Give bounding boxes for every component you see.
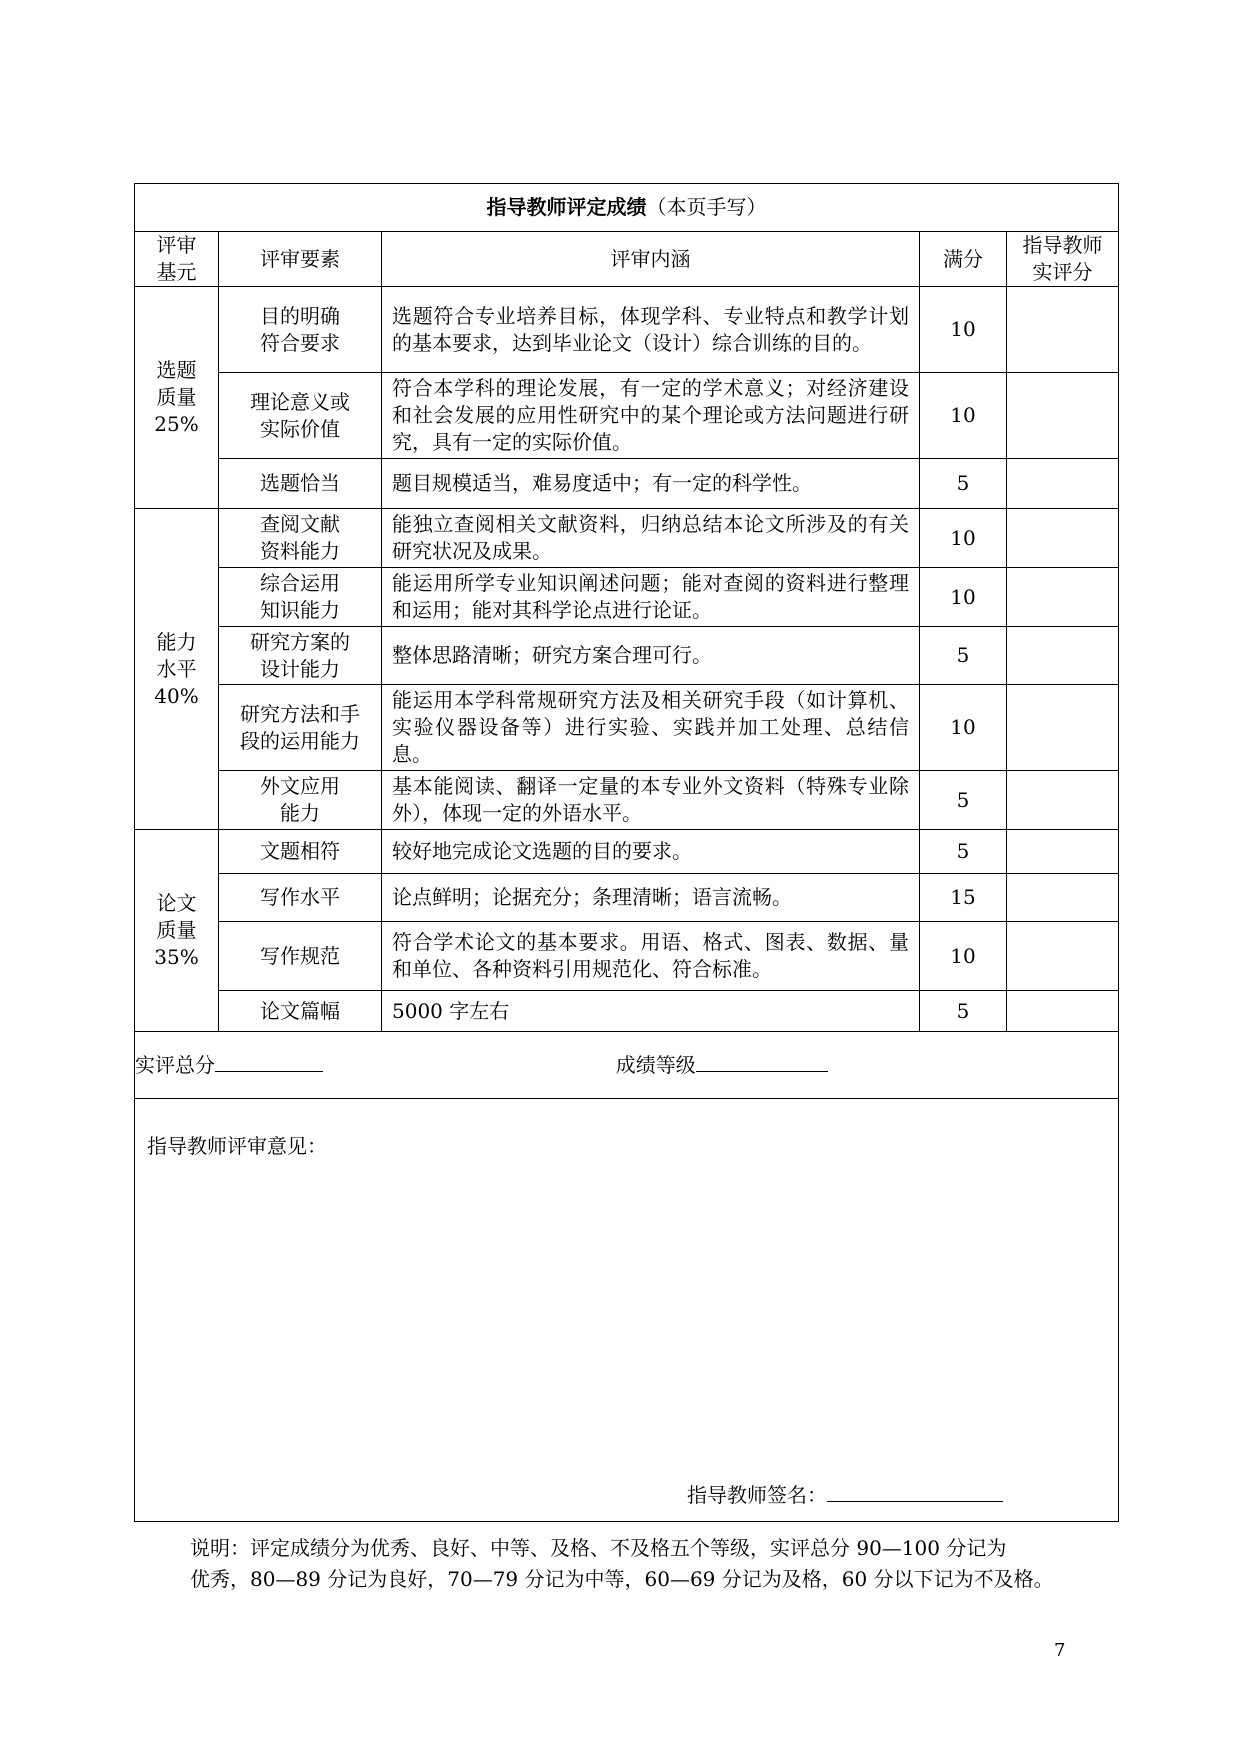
header-unit-text: 评审基元 bbox=[156, 233, 197, 284]
element-text: 目的明确符合要求 bbox=[260, 303, 340, 355]
table-row bbox=[135, 373, 1119, 459]
element-cell: 论文篇幅 bbox=[219, 991, 382, 1032]
score-input-cell[interactable] bbox=[1007, 627, 1119, 685]
grade-blank[interactable] bbox=[696, 1051, 828, 1072]
content-cell: 整体思路清晰；研究方案合理可行。 bbox=[382, 627, 920, 685]
signature-area bbox=[687, 1481, 1003, 1509]
header-full-score: 满分 bbox=[920, 232, 1007, 287]
score-input-cell[interactable] bbox=[1007, 830, 1119, 874]
element-cell: 选题恰当 bbox=[219, 459, 382, 509]
full-score-cell: 5 bbox=[920, 991, 1007, 1032]
element-text: 查阅文献资料能力 bbox=[260, 512, 340, 563]
opinion-cell[interactable] bbox=[135, 1099, 1119, 1522]
unit-name: 选题质量 bbox=[156, 358, 197, 409]
full-score-cell: 5 bbox=[920, 627, 1007, 685]
table-row bbox=[135, 459, 1119, 509]
signature-blank[interactable] bbox=[827, 1481, 1003, 1502]
header-unit bbox=[135, 232, 219, 287]
evaluation-form bbox=[134, 183, 1119, 1522]
score-input-cell[interactable] bbox=[1007, 685, 1119, 771]
header-actual-score-text: 指导教师实评分 bbox=[1022, 233, 1103, 284]
table-row bbox=[135, 287, 1119, 373]
element-cell bbox=[219, 627, 382, 685]
totals-row bbox=[135, 1032, 1119, 1099]
content-cell: 能独立查阅相关文献资料，归纳总结本论文所涉及的有关研究状况及成果。 bbox=[382, 509, 920, 568]
totals-cell bbox=[135, 1032, 1119, 1099]
element-cell bbox=[219, 568, 382, 627]
element-cell: 文题相符 bbox=[219, 830, 382, 874]
element-text: 研究方案的设计能力 bbox=[250, 629, 350, 681]
form-title-note: （本页手写） bbox=[646, 195, 767, 219]
full-score-cell: 15 bbox=[920, 874, 1007, 922]
element-text: 理论意义或实际价值 bbox=[250, 389, 350, 441]
full-score-cell: 5 bbox=[920, 459, 1007, 509]
note-line-1: 说明：评定成绩分为优秀、良好、中等、及格、不及格五个等级，实评总分 90—100 分记为 bbox=[190, 1536, 1007, 1560]
unit-cell bbox=[135, 509, 219, 830]
full-score-cell: 5 bbox=[920, 771, 1007, 830]
content-cell: 论点鲜明；论据充分；条理清晰；语言流畅。 bbox=[382, 874, 920, 922]
score-input-cell[interactable] bbox=[1007, 509, 1119, 568]
form-title bbox=[135, 184, 1119, 232]
content-cell: 符合本学科的理论发展，有一定的学术意义；对经济建设和社会发展的应用性研究中的某个理论或方法问题进行研究，具有一定的实际价值。 bbox=[382, 373, 920, 459]
table-row bbox=[135, 685, 1119, 771]
table-row bbox=[135, 627, 1119, 685]
full-score-cell: 10 bbox=[920, 373, 1007, 459]
element-cell: 写作水平 bbox=[219, 874, 382, 922]
element-text: 研究方法和手段的运用能力 bbox=[240, 701, 360, 753]
table-row bbox=[135, 922, 1119, 991]
table-row bbox=[135, 991, 1119, 1032]
element-cell: 写作规范 bbox=[219, 922, 382, 991]
content-cell: 5000 字左右 bbox=[382, 991, 920, 1032]
header-actual-score bbox=[1007, 232, 1119, 287]
table-row bbox=[135, 874, 1119, 922]
content-cell: 较好地完成论文选题的目的要求。 bbox=[382, 830, 920, 874]
table-row bbox=[135, 568, 1119, 627]
content-cell: 基本能阅读、翻译一定量的本专业外文资料（特殊专业除外），体现一定的外语水平。 bbox=[382, 771, 920, 830]
header-content: 评审内涵 bbox=[382, 232, 920, 287]
table-row bbox=[135, 509, 1119, 568]
grade-label: 成绩等级 bbox=[615, 1053, 696, 1077]
element-cell bbox=[219, 771, 382, 830]
full-score-cell: 10 bbox=[920, 509, 1007, 568]
full-score-cell: 10 bbox=[920, 568, 1007, 627]
unit-name: 论文质量 bbox=[156, 891, 197, 942]
unit-weight: 40% bbox=[154, 683, 199, 708]
score-input-cell[interactable] bbox=[1007, 874, 1119, 922]
score-input-cell[interactable] bbox=[1007, 771, 1119, 830]
content-cell: 选题符合专业培养目标，体现学科、专业特点和教学计划的基本要求，达到毕业论文（设计）综合训练的目的。 bbox=[382, 287, 920, 373]
content-cell: 题目规模适当，难易度适中；有一定的科学性。 bbox=[382, 459, 920, 509]
opinion-row bbox=[135, 1099, 1119, 1522]
note-line-2: 优秀，80—89 分记为良好，70—79 分记为中等，60—69 分记为及格，60 分以下记为不及格。 bbox=[190, 1567, 1054, 1591]
unit-weight: 25% bbox=[154, 412, 199, 436]
element-text: 外文应用能力 bbox=[260, 774, 340, 825]
full-score-cell: 10 bbox=[920, 287, 1007, 373]
full-score-cell: 5 bbox=[920, 830, 1007, 874]
element-cell bbox=[219, 373, 382, 459]
full-score-cell: 10 bbox=[920, 922, 1007, 991]
score-input-cell[interactable] bbox=[1007, 991, 1119, 1032]
score-input-cell[interactable] bbox=[1007, 459, 1119, 509]
unit-weight: 35% bbox=[154, 945, 199, 969]
opinion-label: 指导教师评审意见： bbox=[147, 1134, 327, 1158]
form-title-main: 指导教师评定成绩 bbox=[486, 195, 647, 219]
footer-note bbox=[190, 1533, 1070, 1595]
score-input-cell[interactable] bbox=[1007, 922, 1119, 991]
element-cell bbox=[219, 287, 382, 373]
score-input-cell[interactable] bbox=[1007, 287, 1119, 373]
element-cell bbox=[219, 685, 382, 771]
unit-cell bbox=[135, 287, 219, 509]
table-row bbox=[135, 830, 1119, 874]
content-cell: 符合学术论文的基本要求。用语、格式、图表、数据、量和单位、各种资料引用规范化、符合标准。 bbox=[382, 922, 920, 991]
table-row bbox=[135, 771, 1119, 830]
total-score-blank[interactable] bbox=[215, 1051, 323, 1072]
score-input-cell[interactable] bbox=[1007, 568, 1119, 627]
full-score-cell: 10 bbox=[920, 685, 1007, 771]
total-score-label: 实评总分 bbox=[135, 1053, 215, 1077]
header-row bbox=[135, 232, 1119, 287]
content-cell: 能运用本学科常规研究方法及相关研究手段（如计算机、实验仪器设备等）进行实验、实践并加工处理、总结信息。 bbox=[382, 685, 920, 771]
page-number: 7 bbox=[1054, 1640, 1066, 1661]
element-text: 综合运用知识能力 bbox=[260, 571, 340, 622]
header-element: 评审要素 bbox=[219, 232, 382, 287]
content-cell: 能运用所学专业知识阐述问题；能对查阅的资料进行整理和运用；能对其科学论点进行论证。 bbox=[382, 568, 920, 627]
unit-cell bbox=[135, 830, 219, 1032]
unit-name: 能力水平 bbox=[156, 629, 197, 681]
signature-label: 指导教师签名： bbox=[687, 1483, 827, 1507]
score-input-cell[interactable] bbox=[1007, 373, 1119, 459]
element-cell bbox=[219, 509, 382, 568]
